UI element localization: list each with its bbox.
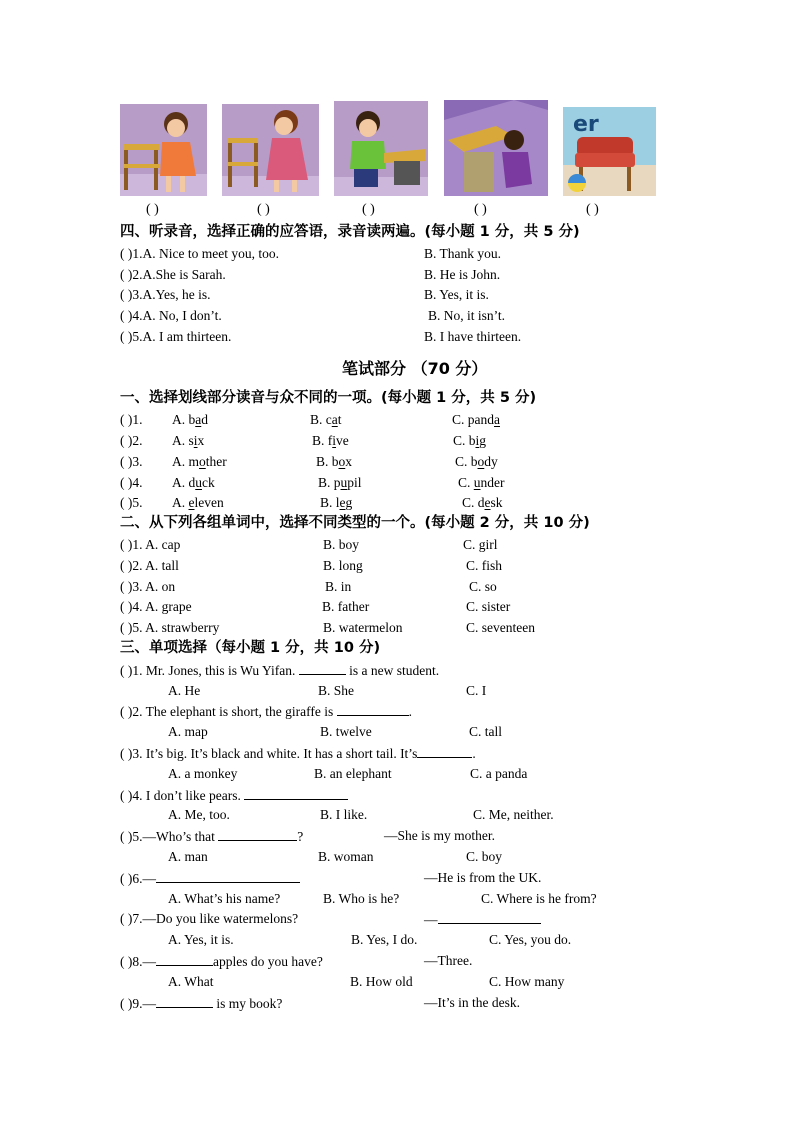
- choice-q3-c: C. a panda: [470, 766, 528, 781]
- phonics-q2-a: A. six: [172, 433, 205, 448]
- picture-2-answer[interactable]: ( ): [257, 202, 270, 217]
- choice-q6-reply: —He is from the UK.: [424, 870, 542, 885]
- choice-q5-a: A. man: [168, 849, 208, 864]
- choice-q4-a: A. Me, too.: [168, 807, 230, 822]
- picture-4: [444, 100, 548, 196]
- choice-q3-blank[interactable]: [417, 744, 472, 758]
- phonics-q4-a: A. duck: [172, 475, 215, 490]
- choice-q1-c: C. I: [466, 683, 487, 698]
- choice-q9: ( )9.— is my book?: [120, 996, 283, 1011]
- choice-q1: ( )1. Mr. Jones, this is Wu Yifan. is a new student.: [120, 663, 440, 678]
- choice-q2: ( )2. The elephant is short, the giraffe is .: [120, 704, 412, 719]
- category-q1: ( )1. A. cap: [120, 537, 181, 552]
- listen-q1-b: B. Thank you.: [424, 246, 501, 261]
- phonics-q4-b: B. pupil: [318, 475, 362, 490]
- choice-q7-b: B. Yes, I do.: [351, 932, 418, 947]
- choice-q7-c: C. Yes, you do.: [489, 932, 572, 947]
- category-q5-b: B. watermelon: [323, 620, 403, 635]
- phonics-q1-b: B. cat: [310, 412, 342, 427]
- choice-q7-reply: —: [424, 910, 541, 929]
- picture-1: [120, 104, 207, 196]
- choice-q9-blank[interactable]: [156, 994, 213, 1008]
- choice-q2-c: C. tall: [469, 724, 502, 739]
- category-q3-c: C. so: [469, 579, 497, 594]
- choice-q6-b: B. Who is he?: [323, 891, 400, 906]
- phonics-q5-a: A. eleven: [172, 495, 224, 510]
- choice-q8-reply: —Three.: [424, 953, 473, 968]
- choice-q2-blank[interactable]: [337, 702, 409, 716]
- choice-q8-blank[interactable]: [156, 952, 213, 966]
- choice-q8-b: B. How old: [350, 974, 413, 989]
- phonics-q2-b: B. five: [312, 433, 349, 448]
- category-q4: ( )4. A. grape: [120, 599, 192, 614]
- picture-4-answer[interactable]: ( ): [474, 202, 487, 217]
- choice-q4-b: B. I like.: [320, 807, 368, 822]
- picture-2: [222, 104, 319, 196]
- category-q4-c: C. sister: [466, 599, 511, 614]
- phonics-q3-a: A. mother: [172, 454, 227, 469]
- phonics-q5-c: C. desk: [462, 495, 503, 510]
- choice-q6-c: C. Where is he from?: [481, 891, 597, 906]
- phonics-section-heading: 一、选择划线部分读音与众不同的一项。(每小题 1 分，共 5 分): [120, 390, 537, 406]
- listen-q2: ( )2.A.She is Sarah.: [120, 267, 226, 282]
- choice-q5-c: C. boy: [466, 849, 503, 864]
- choice-q7: ( )7.—Do you like watermelons?: [120, 911, 299, 926]
- choice-q7-blank[interactable]: [438, 910, 541, 924]
- listen-q5: ( )5.A. I am thirteen.: [120, 329, 232, 344]
- category-q1-c: C. girl: [463, 537, 498, 552]
- choice-q8: ( )8.— apples do you have?: [120, 954, 323, 969]
- category-q1-b: B. boy: [323, 537, 360, 552]
- choice-q3-b: B. an elephant: [314, 766, 392, 781]
- phonics-q1-a: A. bad: [172, 412, 208, 427]
- choice-q5-reply: —She is my mother.: [384, 828, 495, 843]
- category-q2-c: C. fish: [466, 558, 503, 573]
- choice-q1-blank[interactable]: [299, 661, 346, 675]
- phonics-q1-c: C. panda: [452, 412, 500, 427]
- listen-q4-b: B. No, it isn’t.: [428, 308, 506, 323]
- category-q3-b: B. in: [325, 579, 352, 594]
- choice-q6-blank[interactable]: [156, 869, 300, 883]
- choice-q9-reply: —It’s in the desk.: [424, 995, 520, 1010]
- picture-3: [334, 101, 428, 196]
- listen-q3-b: B. Yes, it is.: [424, 287, 489, 302]
- listen-q4: ( )4.A. No, I don’t.: [120, 308, 222, 323]
- phonics-q4-num: ( )4.: [120, 475, 143, 490]
- listen-q2-b: B. He is John.: [424, 267, 501, 282]
- choice-q2-b: B. twelve: [320, 724, 372, 739]
- phonics-q4-c: C. under: [458, 475, 505, 490]
- written-part-title: 笔试部分 （70 分）: [342, 359, 488, 378]
- category-q5-c: C. seventeen: [466, 620, 535, 635]
- phonics-q3-b: B. box: [316, 454, 353, 469]
- choice-q6-a: A. What’s his name?: [168, 891, 281, 906]
- category-q3: ( )3. A. on: [120, 579, 176, 594]
- phonics-q5-num: ( )5.: [120, 495, 143, 510]
- choice-q6: ( )6.—: [120, 869, 300, 888]
- choice-q3: ( )3. It’s big. It’s black and white. It has a short tail. It’s .: [120, 746, 476, 761]
- choice-q4-blank[interactable]: [244, 786, 348, 800]
- phonics-q2-c: C. big: [453, 433, 487, 448]
- category-q4-b: B. father: [322, 599, 370, 614]
- category-q2: ( )2. A. tall: [120, 558, 179, 573]
- choice-q7-a: A. Yes, it is.: [168, 932, 234, 947]
- choice-q8-a: A. What: [168, 974, 214, 989]
- choice-q5-b: B. woman: [318, 849, 374, 864]
- choice-q8-c: C. How many: [489, 974, 565, 989]
- picture-3-answer[interactable]: ( ): [362, 202, 375, 217]
- choice-q1-b: B. She: [318, 683, 355, 698]
- picture-5-answer[interactable]: ( ): [586, 202, 599, 217]
- choice-q3-a: A. a monkey: [168, 766, 238, 781]
- listen-q3: ( )3.A.Yes, he is.: [120, 287, 211, 302]
- phonics-q1-num: ( )1.: [120, 412, 143, 427]
- choice-q5: ( )5.—Who’s that ?: [120, 829, 304, 844]
- picture-5-letters: er: [573, 112, 599, 137]
- choice-q4-c: C. Me, neither.: [473, 807, 554, 822]
- choice-q4: ( )4. I don’t like pears.: [120, 786, 348, 805]
- category-q2-b: B. long: [323, 558, 363, 573]
- category-section-heading: 二、从下列各组单词中，选择不同类型的一个。(每小题 2 分，共 10 分): [120, 515, 590, 531]
- choice-section-heading: 三、单项选择（每小题 1 分，共 10 分): [120, 640, 381, 656]
- choice-q5-blank[interactable]: [218, 827, 297, 841]
- choice-q2-a: A. map: [168, 724, 208, 739]
- picture-5: [563, 107, 656, 196]
- phonics-q2-num: ( )2.: [120, 433, 143, 448]
- listen-q5-b: B. I have thirteen.: [424, 329, 522, 344]
- listen-q1: ( )1.A. Nice to meet you, too.: [120, 246, 279, 261]
- listen-section-heading: 四、听录音，选择正确的应答语，录音读两遍。(每小题 1 分，共 5 分): [120, 224, 580, 240]
- phonics-q5-b: B. leg: [320, 495, 353, 510]
- picture-1-answer[interactable]: ( ): [146, 202, 159, 217]
- category-q5: ( )5. A. strawberry: [120, 620, 220, 635]
- choice-q1-a: A. He: [168, 683, 201, 698]
- phonics-q3-c: C. body: [455, 454, 498, 469]
- phonics-q3-num: ( )3.: [120, 454, 143, 469]
